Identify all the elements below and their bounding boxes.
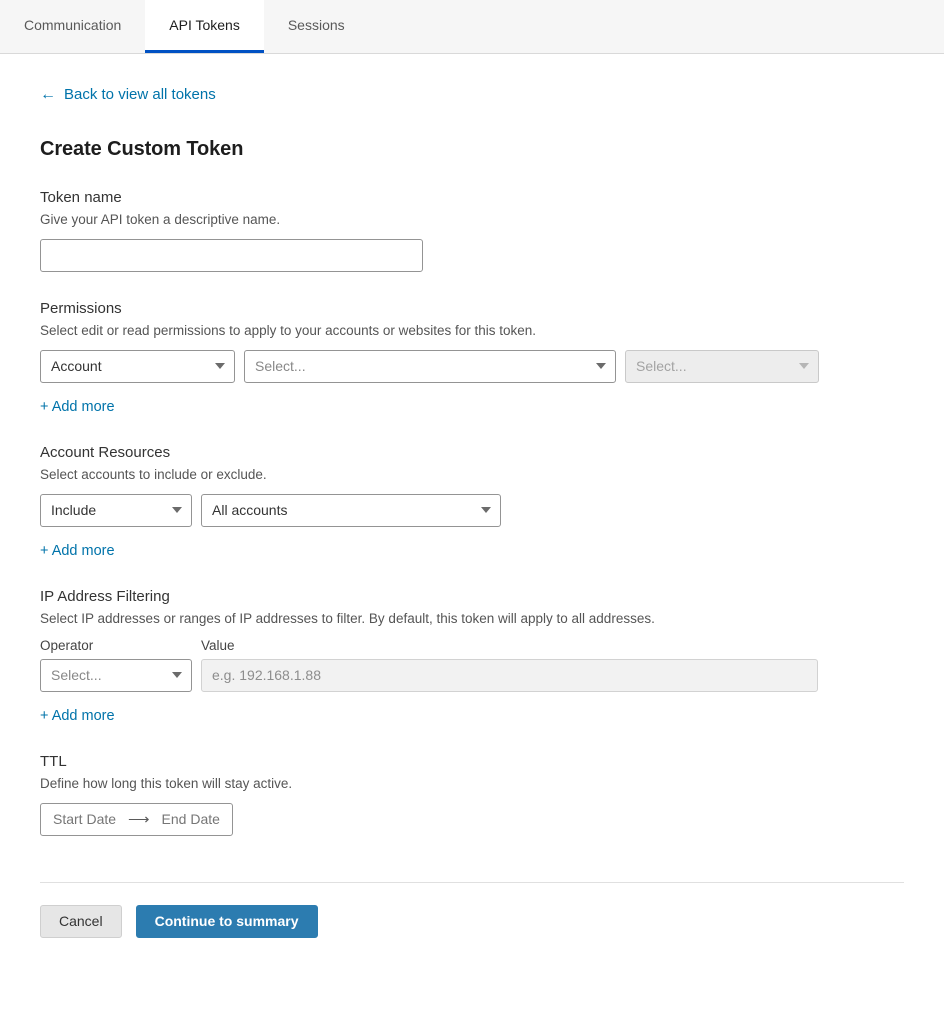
token-name-description: Give your API token a descriptive name.: [40, 211, 281, 227]
ttl-description: Define how long this token will stay active.: [40, 775, 293, 791]
account-resources-add-more-label: + Add more: [40, 542, 115, 559]
token-name-section: [40, 189, 904, 272]
ip-operator-field: [40, 638, 192, 692]
permission-scope-select[interactable]: [40, 350, 235, 383]
ip-operator-select[interactable]: [40, 659, 192, 692]
tab-communication[interactable]: [0, 0, 145, 53]
account-resources-row: [40, 494, 904, 527]
account-resources-accounts-select[interactable]: [201, 494, 501, 527]
back-to-all-tokens-link[interactable]: [40, 86, 216, 103]
ip-filtering-add-more-label: + Add more: [40, 707, 115, 724]
back-link-label: Back to view all tokens: [64, 86, 216, 103]
chevron-down-icon: [172, 507, 182, 513]
form-actions: [40, 883, 904, 968]
permission-resource-value: Select...: [255, 358, 306, 374]
permission-access-select: [625, 350, 819, 383]
permission-resource-select[interactable]: [244, 350, 616, 383]
ip-filtering-row: [40, 638, 904, 692]
account-resources-add-more-button[interactable]: [40, 543, 115, 559]
ip-filtering-label: IP Address Filtering: [40, 587, 170, 605]
token-name-label: Token name: [40, 188, 122, 206]
tab-api-tokens[interactable]: [145, 0, 264, 53]
cancel-button[interactable]: [40, 905, 122, 938]
account-resources-description: Select accounts to include or exclude.: [40, 466, 267, 482]
permissions-row: [40, 350, 904, 383]
permission-scope-value: Account: [51, 358, 102, 374]
account-resources-mode-value: Include: [51, 502, 97, 518]
ip-filtering-section: [40, 588, 904, 725]
create-token-page: [0, 54, 944, 968]
chevron-down-icon: [215, 363, 225, 369]
chevron-down-icon: [172, 672, 182, 678]
chevron-down-icon: [799, 363, 809, 369]
ip-operator-value: Select...: [51, 667, 102, 683]
ttl-end-date-value[interactable]: End Date: [161, 811, 220, 827]
account-resources-label: Account Resources: [40, 443, 171, 461]
arrow-left-icon: ←: [40, 85, 56, 103]
permissions-label: Permissions: [40, 299, 122, 317]
chevron-down-icon: [481, 507, 491, 513]
permission-access-value: Select...: [636, 358, 687, 374]
ip-value-label: Value: [201, 637, 235, 653]
chevron-down-icon: [596, 363, 606, 369]
continue-to-summary-button[interactable]: [136, 905, 318, 938]
ip-value-input[interactable]: [201, 659, 818, 692]
permissions-description: Select edit or read permissions to apply to your accounts or websites for this token.: [40, 322, 536, 338]
account-resources-section: [40, 444, 904, 560]
permissions-section: [40, 300, 904, 416]
ttl-start-date-value[interactable]: Start Date: [53, 811, 117, 827]
ttl-label: TTL: [40, 752, 67, 770]
page-title: Create Custom Token: [40, 137, 244, 160]
tab-sessions-label: Sessions: [287, 17, 345, 33]
tab-api-tokens-label: API Tokens: [169, 17, 240, 33]
ttl-section: [40, 753, 904, 836]
ip-value-field: [201, 638, 818, 692]
tab-sessions[interactable]: [264, 0, 369, 53]
continue-to-summary-label: Continue to summary: [154, 913, 299, 929]
account-resources-mode-select[interactable]: [40, 494, 192, 527]
permissions-add-more-button[interactable]: [40, 399, 115, 415]
cancel-button-label: Cancel: [59, 913, 103, 929]
permissions-add-more-label: + Add more: [40, 398, 115, 415]
tab-communication-label: Communication: [24, 17, 122, 33]
tab-bar: [0, 0, 944, 54]
account-resources-accounts-value: All accounts: [212, 502, 288, 518]
arrow-right-icon: ⟶: [128, 811, 150, 828]
ip-filtering-description: Select IP addresses or ranges of IP addresses to filter. By default, this token will apply to all addresses.: [40, 610, 655, 626]
ip-operator-label: Operator: [40, 637, 94, 653]
ip-filtering-add-more-button[interactable]: [40, 708, 115, 724]
ttl-date-range-picker[interactable]: [40, 803, 233, 836]
token-name-input[interactable]: [40, 239, 423, 272]
